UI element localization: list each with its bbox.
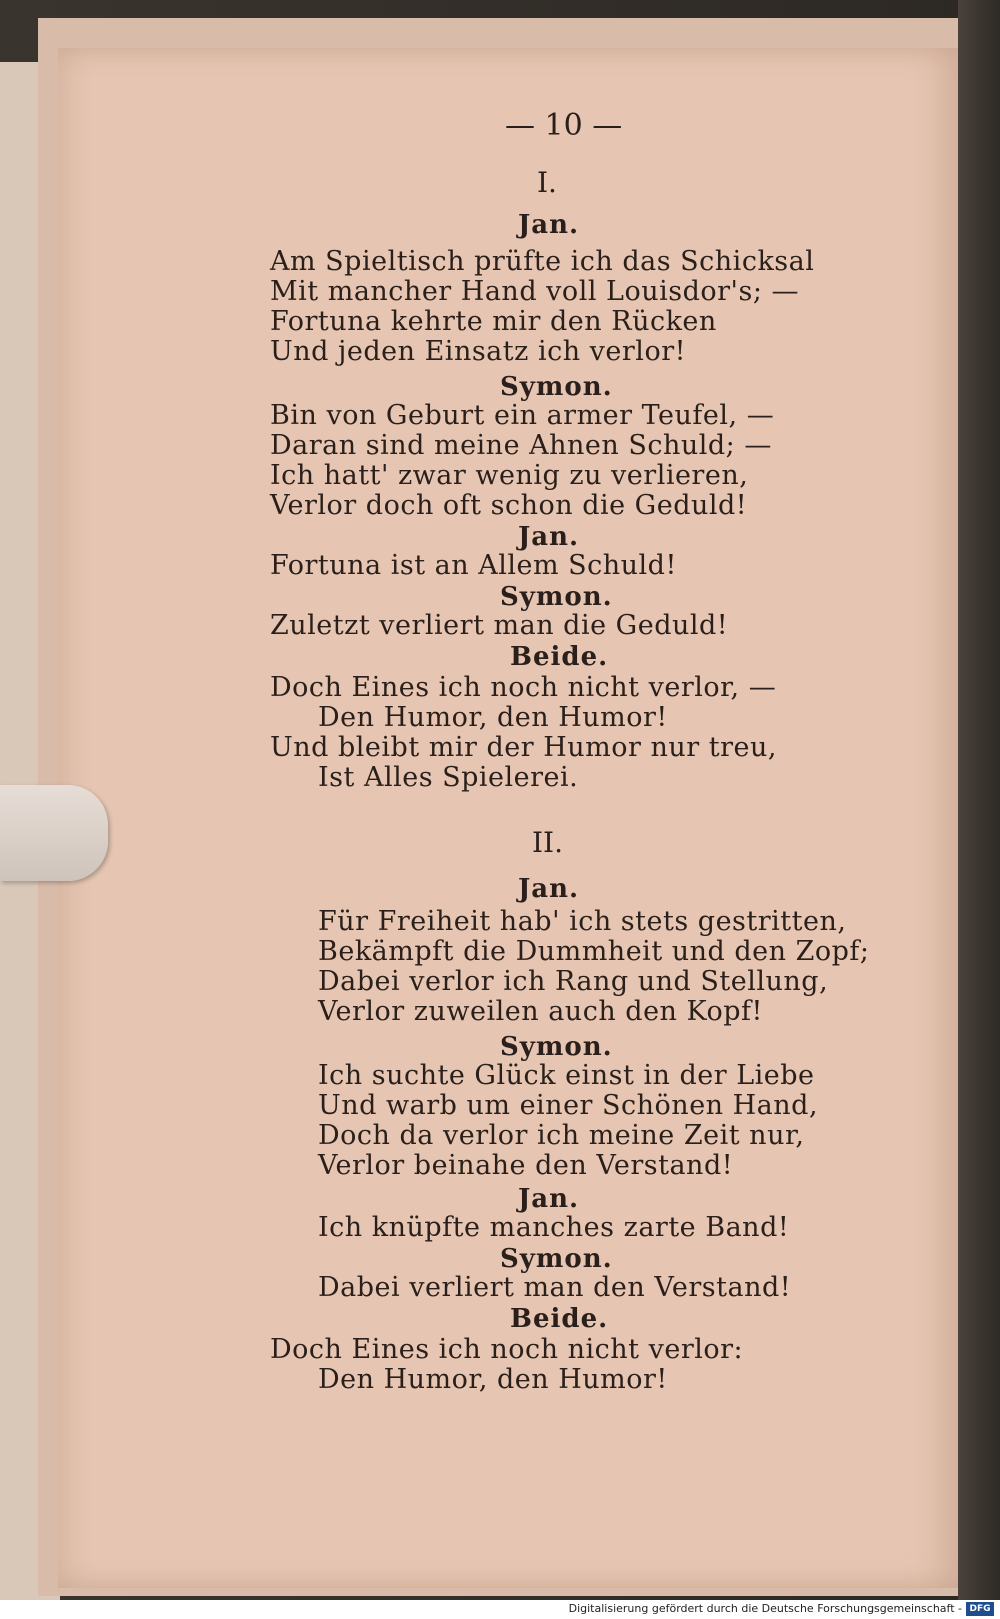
verse-line: Dabei verliert man den Verstand! [318,1272,792,1303]
verse-line: Ist Alles Spielerei. [318,762,579,793]
verse-line: Fortuna kehrte mir den Rücken [270,306,717,337]
verse-line: Und bleibt mir der Humor nur treu, [270,732,777,763]
speaker-label: Symon. [500,372,613,402]
speaker-label: Symon. [500,582,613,612]
verse-line: Bin von Geburt ein armer Teufel, — [270,400,775,431]
page-clip-tab [0,785,108,881]
verse-line: Doch da verlor ich meine Zeit nur, [318,1120,805,1151]
verse-line: Den Humor, den Humor! [318,1364,668,1395]
verse-line: Bekämpft die Dummheit und den Zopf; [318,936,870,967]
dfg-logo: DFG [966,1602,994,1616]
verse-line: Verlor zuweilen auch den Kopf! [318,996,763,1027]
verse-line: Den Humor, den Humor! [318,702,668,733]
verse-line: Ich knüpfte manches zarte Band! [318,1212,790,1243]
speaker-label: Beide. [510,1304,609,1334]
speaker-label: Jan. [518,874,580,904]
footer-credit: Digitalisierung gefördert durch die Deutsche Forschungsgemeinschaft - [568,1602,962,1615]
verse-line: Daran sind meine Ahnen Schuld; — [270,430,772,461]
binding-edge [958,0,1000,1600]
speaker-label: Jan. [518,522,580,552]
verse-line: Doch Eines ich noch nicht verlor: [270,1334,744,1365]
verse-line: Ich suchte Glück einst in der Liebe [318,1060,815,1091]
verse-line: Zuletzt verliert man die Geduld! [270,610,729,641]
speaker-label: Symon. [500,1244,613,1274]
verse-line: Doch Eines ich noch nicht verlor, — [270,672,777,703]
verse-line: Verlor beinahe den Verstand! [318,1150,734,1181]
verse-line: Und warb um einer Schönen Hand, [318,1090,819,1121]
verse-line: Für Freiheit hab' ich stets gestritten, [318,906,847,937]
verse-line: Ich hatt' zwar wenig zu verlieren, [270,460,749,491]
speaker-label: Symon. [500,1032,613,1062]
speaker-label: Beide. [510,642,609,672]
section-numeral: I. [537,166,557,199]
speaker-label: Jan. [518,1184,580,1214]
verse-line: Fortuna ist an Allem Schuld! [270,550,677,581]
digitization-footer [0,1600,1000,1619]
verse-line: Verlor doch oft schon die Geduld! [270,490,748,521]
verse-line: Und jeden Einsatz ich verlor! [270,336,686,367]
page-number: — 10 — [505,108,623,143]
verse-line: Mit mancher Hand voll Louisdor's; — [270,276,800,307]
section-numeral: II. [532,826,564,859]
verse-line: Dabei verlor ich Rang und Stellung, [318,966,829,997]
speaker-label: Jan. [518,210,580,240]
verse-line: Am Spieltisch prüfte ich das Schicksal [270,246,815,277]
